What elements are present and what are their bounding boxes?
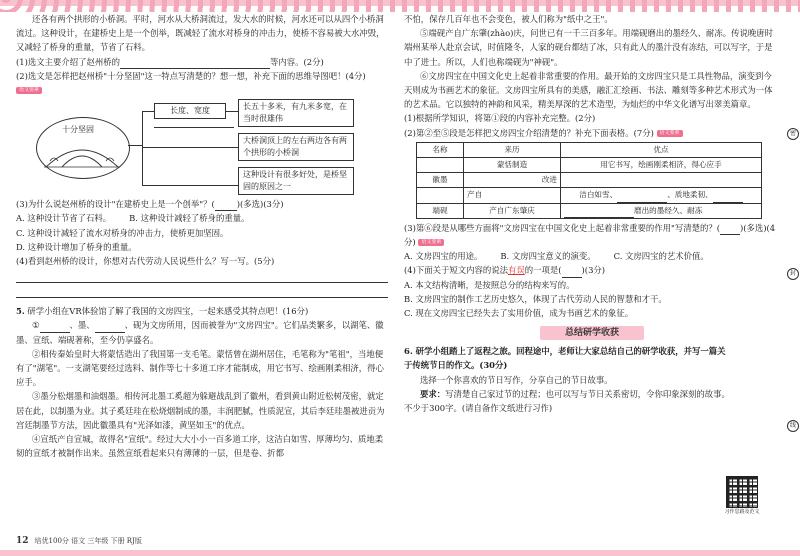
q3-options-row-1 xyxy=(16,211,388,225)
table-cell: 徽墨 xyxy=(417,173,464,188)
qr-caption: 习作思路及范文 xyxy=(724,509,760,515)
table-header: 来历 xyxy=(464,142,561,157)
key-point-badge: 语文要素 xyxy=(16,87,42,94)
right-question-2: (2)第②至⑤段是怎样把文房四宝介绍清楚的？补充下面表格。(7分) 语文要素 xyxy=(404,126,780,140)
answer-blank-s5-1[interactable] xyxy=(40,322,70,333)
section-6-title: 6. 研学小组踏上了返程之旅。回程途中，老师让大家总结自己的研学收获，并写一篇关于传统节日的作文。(30分) xyxy=(404,346,726,371)
mind-map-box-benefit: 这种设计有很多好处，是桥坚固的原因之一 xyxy=(238,167,354,195)
option-a[interactable]: A. 文房四宝的用途。 xyxy=(404,251,483,262)
option-c[interactable]: C. 现在文房四宝已经失去了实用价值，成为书画艺术的象征。 xyxy=(404,308,634,319)
option-c[interactable]: C. 这种设计减轻了流水对桥身的冲击力，使桥更加坚固。 xyxy=(16,227,229,238)
section-5-paragraph-3: ③墨分松烟墨和油烟墨。相传河北墨工奚超为躲避战乱到了徽州，看到黄山附近松树茂密，就定居在此，以制墨为业。其子奚廷珪在松烧烟制成的墨，丰润肥腻，性质泥宣，其后李廷珪墨被进贡为宫廷制墨节方法，因此徽墨具有"光泽如漆，黄坚如玉"的优点。 xyxy=(16,391,385,430)
answer-blank-r4[interactable] xyxy=(562,267,582,278)
table-cell[interactable] xyxy=(417,188,464,203)
table-cell: 产自广东肇庆 xyxy=(464,203,561,218)
option-a[interactable]: A. 本文结构清晰，是按照总分的结构来写的。 xyxy=(404,279,575,290)
decorative-top-border xyxy=(0,0,800,12)
connector-line xyxy=(142,111,154,112)
four-treasures-table xyxy=(416,142,762,219)
option-b[interactable]: B. 文房四宝意义的演变。 xyxy=(500,251,596,262)
right-question-1: (1)根据所学知识，将第①段的内容补充完整。(2分) xyxy=(404,113,596,124)
table-row xyxy=(417,203,762,218)
mind-map xyxy=(16,99,388,195)
left-question-2: (2)选文是怎样把赵州桥"十分坚固"这一特点写清楚的？想一想，补充下面的思维导图吧！(4分) 语文要素 xyxy=(16,70,366,94)
table-row xyxy=(417,188,762,203)
table-cell: 蒙恬制造 xyxy=(464,158,561,173)
connector-line xyxy=(142,111,143,185)
table-cell: 磨出的墨经久、耐冻 xyxy=(561,203,762,218)
option-c[interactable]: C. 文房四宝的艺术价值。 xyxy=(613,251,709,262)
mind-map-box-size: 长度、宽度 xyxy=(154,103,226,119)
mind-map-center-label: 十分坚固 xyxy=(62,125,94,135)
left-paragraph-1: 还各有两个拱形的小桥洞。平时，河水从大桥洞流过，发大水的时候，河水还可以从四个小桥洞流过。这种设计，在建桥史上是一个创举，既减轻了流水对桥身的冲击力，使桥不容易被大水冲毁，又减轻了桥身的重量，节省了石料。 xyxy=(16,14,385,53)
table-cell: 产自 xyxy=(464,188,561,203)
connector-line xyxy=(226,111,238,112)
table-header: 名称 xyxy=(417,142,464,157)
section-5-paragraph-1: ① 、墨、 、砚为文房所用，因而被誉为"文房四宝"。它们品类繁多，以湖笔、徽墨、宣纸、端砚著称，至今仍享盛名。 xyxy=(16,320,384,345)
page-number: 12 xyxy=(16,536,29,546)
binding-mark: 线 xyxy=(787,420,799,432)
answer-blank-1[interactable] xyxy=(120,58,270,69)
footer-text: 培优100分 语文 三年级 下册 RJ版 xyxy=(34,537,142,545)
section-5-paragraph-2: ②相传秦始皇时大将蒙恬造出了我国第一支毛笔。蒙恬曾在湖州居住，毛笔称为"笔祖"，当地便有了"湖笔"。一支湖笔要经过选料、制作等七十多道工序才能制成，用它书写、绘画刚柔相济，得心应手。 xyxy=(16,348,384,388)
right-question-3: (3)第⑥段是从哪些方面将"文房四宝在中国文化史上起着非常重要的作用"写清楚的？( )(多选)(4分) 语文要素 xyxy=(404,222,776,248)
table-row xyxy=(417,158,762,173)
right-paragraph-5: ⑤端砚产自广东肇(zhào)庆，问世已有一千三百多年。用端砚磨出的墨经久、耐冻。传说晚唐时端州某举人赴京会试，时值隆冬，人家的砚台都结了冰，只有此人的墨汁没有冻结，可以写字，于是中了进士。所以，人们也称端砚为"神砚"。 xyxy=(404,28,773,67)
left-question-4: (4)看到赵州桥的设计，你想对古代劳动人民说些什么？写一写。(5分) xyxy=(16,256,275,267)
section-6-task: 选择一个你喜欢的节日写作，分享自己的节日故事。 xyxy=(420,374,613,385)
connector-line xyxy=(128,145,142,146)
right-paragraph-6: ⑥文房四宝在中国文化史上起着非常重要的作用。最开始的文房四宝只是工具性物品，演变到今天则成为书画艺术的象征。文房四宝所具有的美感，融汇汇绘画、书法、雕刻等多种艺术形式为一体的艺术品。它以独特的神韵和风采，精美厚深的艺术造型，为灿烂的中华文化谱写出翠美篇章。 xyxy=(404,70,773,110)
page-footer xyxy=(16,536,142,546)
table-header-row xyxy=(417,142,762,157)
qr-code-icon xyxy=(726,476,758,508)
connector-line xyxy=(142,185,238,186)
binding-mark: 封 xyxy=(787,268,799,280)
option-a[interactable]: A. 这种设计节省了石料。 xyxy=(16,213,112,224)
answer-line[interactable] xyxy=(154,127,234,128)
mind-map-box-dimension: 长五十多米，有九米多宽，在当时很雄伟 xyxy=(238,99,354,127)
section-5-title: 5. 研学小组在VR体验馆了解了我国的文房四宝，一起来感受其特点吧！(16分) xyxy=(16,306,309,317)
option-b[interactable]: B. 这种设计减轻了桥身的重量。 xyxy=(129,213,250,224)
section-6-requirements: 要求：写清楚自己家过节的过程；也可以写与节日关系密切，令你印象深刻的故事。不少于300字。(请自备作文纸进行习作) xyxy=(404,388,730,414)
section-5-paragraph-4: ④宣纸产自宣城，故得名"宣纸"。经过大大小小一百多道工序，这洁白如雪、厚薄均匀、质地柔韧的宣纸才被制作出来。虽然宣纸看起来只有薄薄的一层，但是卷、折都 xyxy=(16,434,384,459)
table-cell[interactable]: 改进 xyxy=(464,173,561,188)
left-page xyxy=(16,12,388,460)
left-question-3: (3)为什么说赵州桥的设计"在建桥史上是一个创举"？( )(多选)(3分) xyxy=(16,197,388,211)
key-point-badge: 语文要素 xyxy=(418,239,444,246)
table-cell: 用它书写，绘画刚柔相济，得心应手 xyxy=(561,158,762,173)
right-paragraph-cont: 不怕，保存几百年也不会变色，被人们称为"纸中之王"。 xyxy=(404,14,613,24)
table-row xyxy=(417,173,762,188)
r-q3-options xyxy=(404,249,780,263)
right-page xyxy=(404,12,780,415)
table-cell: 洁白如雪、 、质地柔韧、 xyxy=(561,188,762,203)
bridge-icon xyxy=(44,139,120,169)
answer-blank-3[interactable] xyxy=(215,200,237,211)
key-point-badge: 语文要素 xyxy=(657,130,683,137)
qr-code[interactable] xyxy=(720,476,764,516)
right-question-4: (4)下面关于短文内容的说法有误的一项是( )(3分) xyxy=(404,263,780,277)
writing-line-1[interactable] xyxy=(16,270,388,283)
table-header: 优点 xyxy=(561,142,762,157)
option-b[interactable]: B. 文房四宝的制作工艺历史悠久，体现了古代劳动人民的智慧和才干。 xyxy=(404,293,667,304)
table-cell: 端砚 xyxy=(417,203,464,218)
binding-mark: 密 xyxy=(787,128,799,140)
mind-map-box-arches: 大桥洞顶上的左右两边各有两个拱形的小桥洞 xyxy=(238,133,354,161)
writing-line-2[interactable] xyxy=(16,285,388,298)
answer-blank-s5-2[interactable] xyxy=(95,322,125,333)
left-question-1: (1)选文主要介绍了赵州桥的 等内容。(2分) xyxy=(16,55,388,69)
connector-line xyxy=(142,147,238,148)
summary-banner: 总结研学收获 xyxy=(540,326,644,340)
option-d[interactable]: D. 这种设计增加了桥身的重量。 xyxy=(16,241,137,252)
table-cell[interactable] xyxy=(561,173,762,188)
answer-blank-r3[interactable] xyxy=(720,224,740,235)
table-cell[interactable] xyxy=(417,158,464,173)
